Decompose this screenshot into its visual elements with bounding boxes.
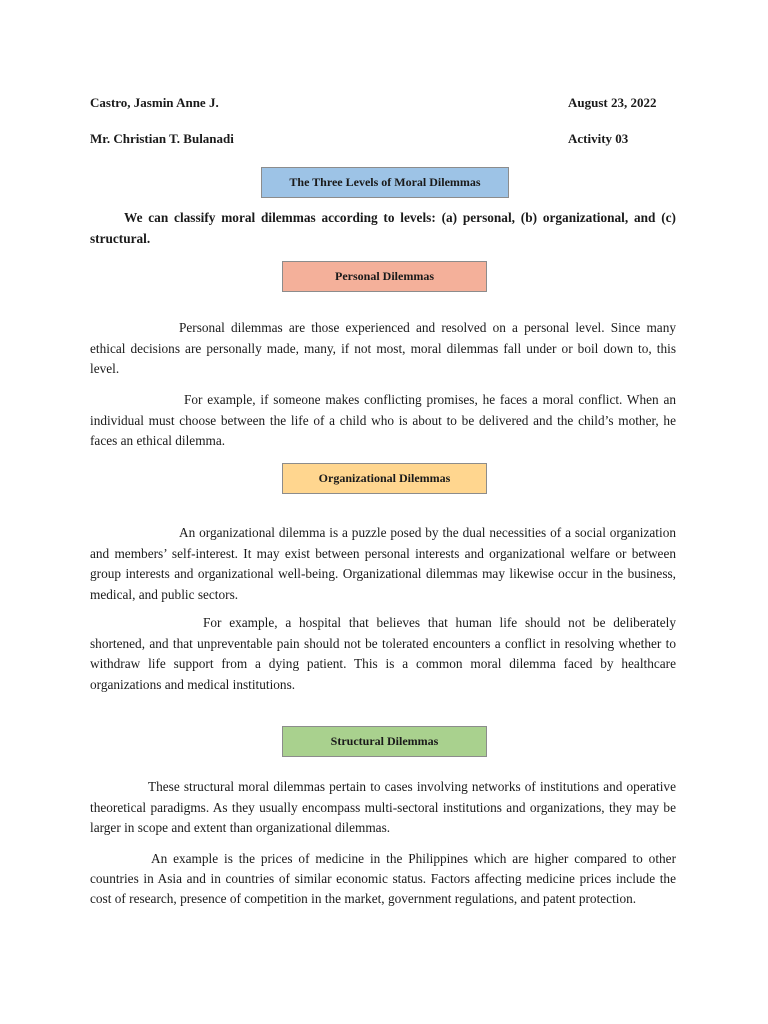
activity-label: Activity 03: [568, 131, 629, 146]
structural-paragraph-1: These structural moral dilemmas pertain to cases involving networks of institutions and operative theoretical paradigms. As they usually encompass multi-sectoral institutions and organizations, they may be larger in scope and extent than organizational dilemmas.: [90, 779, 676, 835]
structural-paragraph-2: An example is the prices of medicine in the Philippines which are higher compared to other countries in Asia and in countries of similar economic status. Factors affecting medicine prices include the cost of research, presence of competition in the market, government regulations, and patent protection.: [90, 851, 676, 906]
organizational-paragraph-2: For example, a hospital that believes that human life should not be deliberately shortened, and that unpreventable pain should not be tolerated encounters a conflict in resolving whether to withdraw life support from a dying patient. This is a common moral dilemma faced by healthcare organizations and medical institutions.: [90, 615, 676, 692]
structural-dilemmas-heading: Structural Dilemmas: [282, 726, 487, 757]
document-title: The Three Levels of Moral Dilemmas: [261, 167, 509, 198]
organizational-dilemmas-heading: Organizational Dilemmas: [282, 463, 487, 494]
personal-dilemmas-heading: Personal Dilemmas: [282, 261, 487, 292]
personal-paragraph-2: For example, if someone makes conflicting promises, he faces a moral conflict. When an individual must choose between the life of a child who is about to be delivered and the child’s mother, he faces an ethical dilemma.: [90, 392, 676, 448]
personal-paragraph-1: Personal dilemmas are those experienced and resolved on a personal level. Since many ethical decisions are personally made, many, if not most, moral dilemmas fall under or boil down to, this level.: [90, 320, 676, 376]
document-date: August 23, 2022: [568, 95, 657, 110]
student-name: Castro, Jasmin Anne J.: [90, 95, 219, 110]
intro-paragraph: We can classify moral dilemmas according to levels: (a) personal, (b) organizational, and (c) structural.: [90, 210, 676, 246]
organizational-paragraph-1: An organizational dilemma is a puzzle posed by the dual necessities of a social organization and members’ self-interest. It may exist between personal interests and organizational welfare or between group interests and organizational well-being. Organizational dilemmas may likewise occur in the business, medical, and public sectors.: [90, 525, 676, 602]
instructor-name: Mr. Christian T. Bulanadi: [90, 131, 234, 146]
